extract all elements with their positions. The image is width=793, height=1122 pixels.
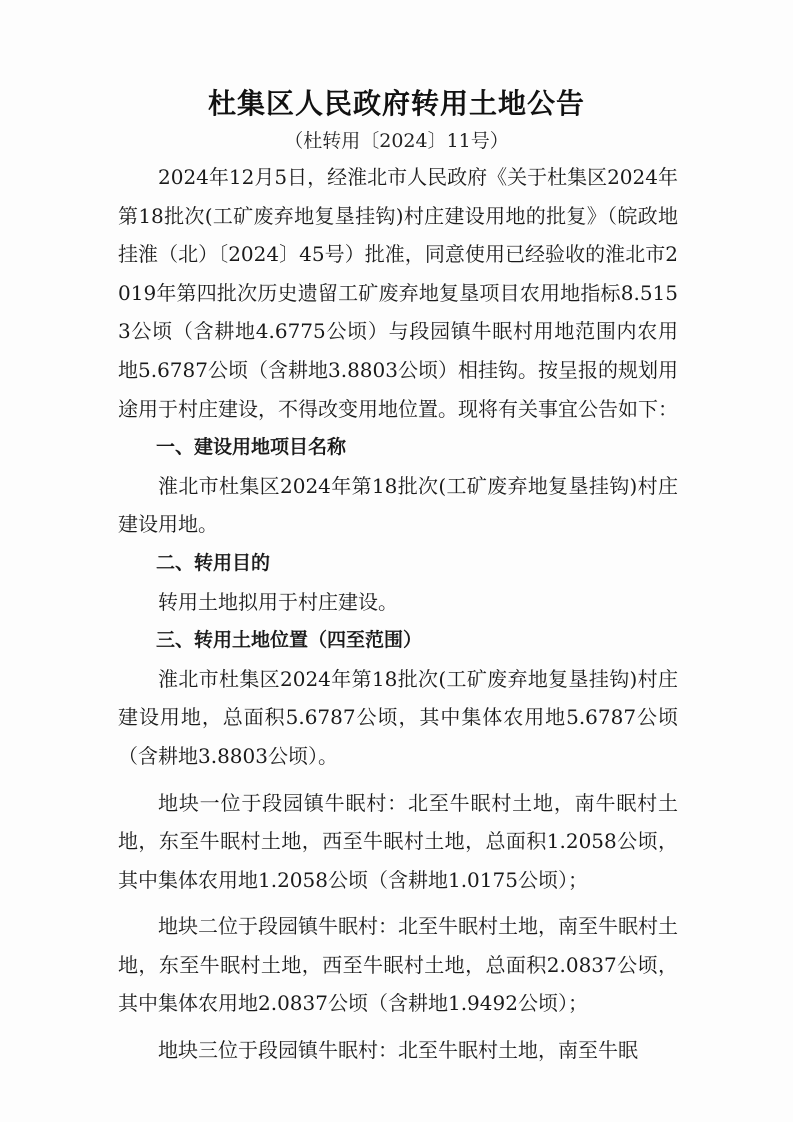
section-text-project-name: 淮北市杜集区2024年第18批次(工矿废弃地复垦挂钩)村庄建设用地。 [118, 473, 678, 537]
document-number: （杜转用〔2024〕11号） [284, 130, 509, 152]
document-body [118, 158, 678, 1070]
intro-paragraph: 2024年12月5日，经淮北市人民政府《关于杜集区2024年第18批次(工矿废弃地复垦挂钩)村庄建设用地的批复》（皖政地挂淮（北）〔2024〕45号）批准，同意使用已经验收的淮北市2019年第四批次历史遗留工矿废弃地复垦项目农用地指标8.5153公顷（含耕地4.6775公顷）与段园镇牛眠村用地范围内农用地5.6787公顷（含耕地3.8803公顷）相挂钩。按呈报的规划用途用于村庄建设，不得改变用地位置。现将有关事宜公告如下： [118, 165, 678, 421]
section-heading-purpose: 二、转用目的 [156, 551, 271, 574]
plot-paragraph-3: 地块三位于段园镇牛眠村：北至牛眠村土地，南至牛眠 [158, 1038, 638, 1063]
section-text-location: 淮北市杜集区2024年第18批次(工矿废弃地复垦挂钩)村庄建设用地，总面积5.6787公顷，其中集体农用地5.6787公顷（含耕地3.8803公顷）。 [118, 666, 678, 768]
section-heading-location: 三、转用土地位置（四至范围） [156, 629, 423, 652]
section-heading-project-name: 一、建设用地项目名称 [156, 436, 347, 459]
plot-paragraph-1: 地块一位于段园镇牛眠村：北至牛眠村土地，南牛眠村土地，东至牛眠村土地，西至牛眠村土地，总面积1.2058公顷，其中集体农用地1.2058公顷（含耕地1.0175公顷）； [118, 790, 678, 892]
page-title: 杜集区人民政府转用土地公告 [207, 87, 585, 120]
plot-paragraph-2: 地块二位于段园镇牛眠村：北至牛眠村土地，南至牛眠村土地，东至牛眠村土地，西至牛眠村土地，总面积2.0837公顷，其中集体农用地2.0837公顷（含耕地1.9492公顷）； [118, 914, 678, 1016]
section-text-purpose: 转用土地拟用于村庄建设。 [158, 589, 398, 614]
